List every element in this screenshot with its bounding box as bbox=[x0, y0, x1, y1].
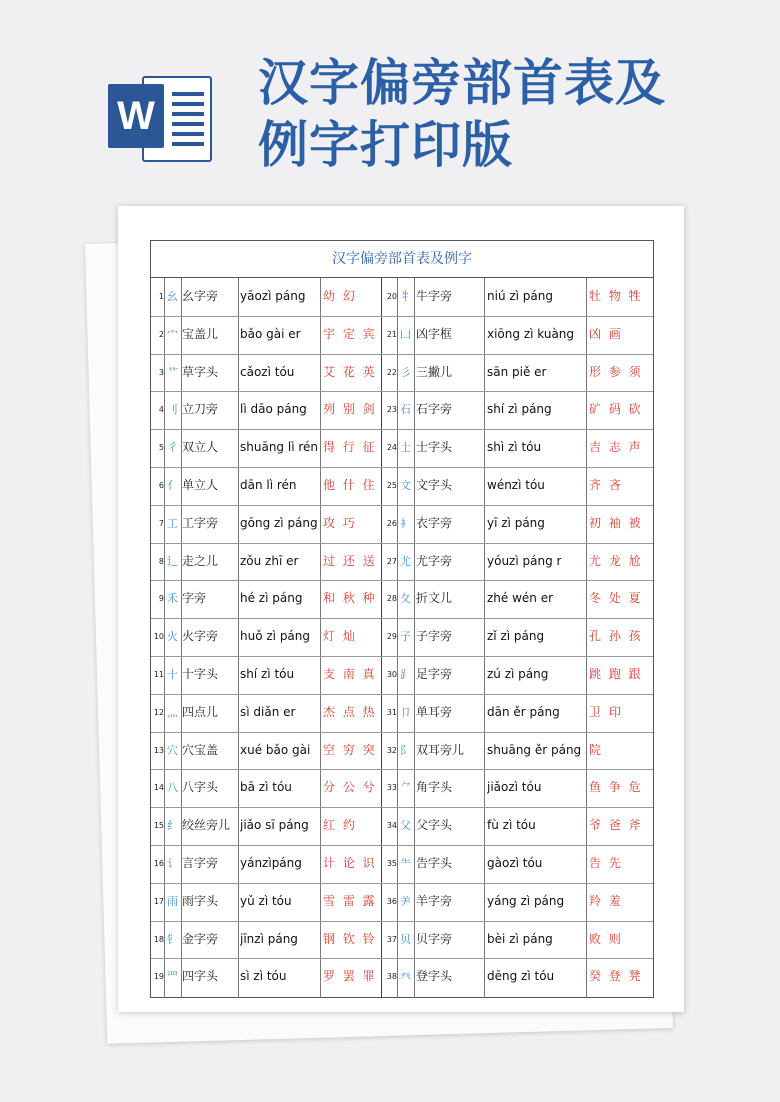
table-row bbox=[151, 845, 653, 884]
radical-name: 字旁 bbox=[182, 591, 207, 606]
radical-symbol: 文 bbox=[400, 479, 411, 492]
radical-pinyin: dēng zì tóu bbox=[487, 969, 555, 984]
radical-pinyin: xiōng zì kuàng bbox=[487, 326, 575, 341]
example-characters: 和 秋 种 bbox=[323, 591, 377, 606]
radical-pinyin: sì zì tóu bbox=[240, 969, 287, 984]
radical-pinyin: gàozì tóu bbox=[487, 856, 543, 870]
row-number: 6 bbox=[158, 481, 164, 490]
example-characters: 列 别 剑 bbox=[323, 402, 377, 417]
radical-symbol: ⻊ bbox=[400, 668, 411, 681]
example-characters: 攻 巧 bbox=[323, 515, 357, 530]
headline-line-2: 例字打印版 bbox=[258, 115, 513, 174]
row-number: 38 bbox=[386, 972, 397, 982]
row-number: 31 bbox=[386, 707, 397, 717]
row-number: 36 bbox=[386, 896, 397, 906]
row-number: 30 bbox=[386, 670, 397, 679]
table-row bbox=[151, 694, 653, 733]
radical-symbol: 幺 bbox=[167, 290, 178, 303]
radical-symbol: 父 bbox=[400, 819, 411, 833]
example-characters: 吉 志 声 bbox=[589, 440, 643, 455]
example-characters: 过 还 送 bbox=[323, 553, 377, 568]
row-number: 20 bbox=[386, 292, 397, 301]
radical-name: 四字头 bbox=[182, 969, 219, 984]
radical-name: 金字旁 bbox=[182, 931, 219, 946]
radical-pinyin: jiǎozì tóu bbox=[487, 780, 542, 795]
radical-pinyin: wénzì tóu bbox=[487, 478, 545, 492]
headline-line-1: 汉字偏旁部首表及 bbox=[258, 53, 666, 112]
radical-symbol: ⺈ bbox=[400, 781, 411, 795]
row-number: 25 bbox=[386, 481, 397, 490]
page-headline bbox=[258, 52, 758, 176]
radical-symbol: 讠 bbox=[167, 857, 178, 870]
radical-symbol: ⺶ bbox=[400, 894, 411, 908]
table-title: 汉字偏旁部首表及例字 bbox=[151, 241, 653, 278]
radical-name: 立刀旁 bbox=[182, 402, 219, 417]
radical-pinyin: shì zì tóu bbox=[487, 440, 542, 455]
radical-symbol: 彳 bbox=[167, 441, 178, 455]
radical-symbol: 禾 bbox=[167, 592, 178, 606]
example-characters: 牡 物 牲 bbox=[589, 289, 643, 303]
radical-name: 单立人 bbox=[182, 478, 219, 492]
radical-symbol: 火 bbox=[167, 630, 178, 644]
radical-name: 宝盖儿 bbox=[182, 326, 219, 341]
radical-symbol: 衤 bbox=[400, 516, 411, 530]
radical-pinyin: niú zì páng bbox=[487, 289, 553, 303]
table-row bbox=[151, 807, 653, 846]
row-number: 9 bbox=[158, 594, 164, 604]
radical-symbol: 癶 bbox=[400, 970, 411, 984]
table-row bbox=[151, 429, 653, 468]
radical-pinyin: yóuzì páng r bbox=[487, 553, 562, 568]
word-logo-letter: W bbox=[108, 84, 164, 148]
radical-pinyin: dān lì rén bbox=[240, 478, 297, 492]
row-number: 3 bbox=[158, 367, 164, 377]
radical-symbol: 贝 bbox=[400, 932, 411, 946]
radical-name: 登字头 bbox=[416, 969, 453, 984]
row-number: 11 bbox=[153, 670, 164, 679]
row-number: 28 bbox=[386, 594, 397, 604]
radical-symbol: 宀 bbox=[167, 327, 178, 341]
radical-name: 火字旁 bbox=[182, 629, 219, 644]
radical-name: 文字头 bbox=[416, 478, 453, 492]
row-number: 7 bbox=[158, 518, 164, 528]
radical-symbol: 石 bbox=[400, 403, 411, 417]
example-characters: 冬 处 夏 bbox=[589, 591, 643, 606]
radical-pinyin: yáng zì páng bbox=[487, 893, 565, 908]
example-characters: 凶 画 bbox=[589, 326, 623, 341]
example-characters: 红 约 bbox=[323, 818, 357, 833]
row-number: 8 bbox=[158, 556, 164, 566]
table-row bbox=[151, 316, 653, 355]
row-number: 5 bbox=[158, 443, 164, 453]
example-characters: 卫 印 bbox=[589, 704, 623, 719]
radical-pinyin: hé zì páng bbox=[240, 591, 303, 606]
radical-symbol: 夂 bbox=[400, 592, 411, 606]
table-row bbox=[151, 769, 653, 808]
radical-name: 十字头 bbox=[182, 667, 219, 681]
row-number: 15 bbox=[153, 821, 164, 831]
row-number: 29 bbox=[386, 632, 397, 642]
radical-symbol: 卩 bbox=[400, 705, 411, 719]
table-row bbox=[151, 543, 653, 582]
radical-name: 士字头 bbox=[416, 440, 453, 455]
radical-name: 单耳旁 bbox=[416, 704, 453, 719]
radical-pinyin: zǐ zì páng bbox=[487, 629, 545, 644]
radical-symbol: 十 bbox=[167, 668, 178, 681]
example-characters: 他 什 住 bbox=[323, 478, 377, 492]
table-row bbox=[151, 354, 653, 393]
row-number: 14 bbox=[153, 783, 164, 793]
radical-pinyin: huǒ zì páng bbox=[240, 629, 311, 644]
radical-name: 父字头 bbox=[416, 818, 453, 833]
radical-name: 双立人 bbox=[182, 440, 219, 455]
example-characters: 罗 罢 罪 bbox=[323, 969, 377, 984]
example-characters: 爷 爸 斧 bbox=[589, 818, 643, 833]
row-number: 13 bbox=[153, 745, 164, 755]
radical-symbol: 灬 bbox=[167, 705, 178, 719]
radical-name: 足字旁 bbox=[416, 667, 453, 681]
radical-name: 幺字旁 bbox=[182, 289, 219, 303]
radical-symbol: 艹 bbox=[167, 365, 178, 379]
example-characters: 癸 登 凳 bbox=[589, 969, 643, 984]
example-characters: 空 穷 突 bbox=[323, 742, 377, 757]
row-number: 34 bbox=[386, 821, 397, 831]
example-characters: 宇 定 宾 bbox=[323, 326, 377, 341]
table-row bbox=[151, 505, 653, 544]
radical-name: 角字头 bbox=[416, 780, 453, 795]
row-number: 10 bbox=[153, 632, 164, 642]
row-number: 12 bbox=[153, 707, 164, 717]
example-characters: 孔 孙 孩 bbox=[589, 629, 643, 644]
example-characters: 矿 码 砍 bbox=[589, 402, 643, 417]
row-number: 2 bbox=[158, 329, 164, 339]
row-number: 33 bbox=[386, 783, 397, 793]
row-number: 17 bbox=[153, 896, 164, 906]
radical-symbol: 罒 bbox=[167, 970, 178, 984]
radical-name: 三撇儿 bbox=[416, 364, 453, 379]
radical-pinyin: xué bǎo gài bbox=[240, 742, 311, 757]
row-number: 27 bbox=[386, 556, 397, 566]
row-number: 22 bbox=[386, 367, 397, 377]
radical-pinyin: bā zì tóu bbox=[240, 780, 292, 795]
row-number: 18 bbox=[153, 934, 164, 944]
table-row bbox=[151, 732, 653, 771]
radical-pinyin: sì diǎn er bbox=[240, 704, 296, 719]
example-characters: 艾 花 英 bbox=[323, 364, 377, 379]
radical-symbol: 士 bbox=[400, 441, 411, 455]
table-row bbox=[151, 580, 653, 619]
radical-pinyin: cǎozì tóu bbox=[240, 364, 295, 379]
row-number: 21 bbox=[386, 329, 397, 339]
radical-pinyin: shí zì páng bbox=[487, 402, 552, 417]
radical-pinyin: dān ěr páng bbox=[487, 704, 560, 719]
example-characters: 得 行 征 bbox=[323, 440, 377, 455]
example-characters: 鱼 争 危 bbox=[589, 780, 643, 795]
table-body bbox=[151, 278, 653, 998]
radical-name: 告字头 bbox=[416, 856, 453, 870]
table-row bbox=[151, 656, 653, 695]
radical-name: 四点儿 bbox=[182, 704, 219, 719]
radical-name: 言字旁 bbox=[182, 856, 219, 870]
radical-pinyin: zú zì páng bbox=[487, 667, 549, 681]
radical-pinyin: sān piě er bbox=[487, 364, 547, 379]
example-characters: 初 袖 被 bbox=[589, 515, 643, 530]
row-number: 24 bbox=[386, 443, 397, 453]
radical-symbol: 阝 bbox=[400, 743, 411, 757]
example-characters: 幼 幻 bbox=[323, 289, 357, 303]
radical-name: 石字旁 bbox=[416, 402, 453, 417]
radical-pinyin: yǔ zì tóu bbox=[240, 893, 292, 908]
table-row bbox=[151, 467, 653, 506]
example-characters: 分 公 兮 bbox=[323, 780, 377, 795]
radical-symbol: 子 bbox=[400, 630, 411, 644]
radical-pinyin: jīnzì páng bbox=[240, 931, 298, 946]
radical-name: 工字旁 bbox=[182, 515, 219, 530]
radical-symbol: 彡 bbox=[400, 365, 411, 379]
example-characters: 雪 雷 露 bbox=[323, 893, 377, 908]
radical-symbol: 尤 bbox=[400, 554, 411, 568]
row-number: 26 bbox=[386, 518, 397, 528]
radical-name: 八字头 bbox=[182, 780, 219, 795]
radical-pinyin: shuāng lì rén bbox=[240, 440, 318, 455]
radical-symbol: 凵 bbox=[400, 327, 411, 341]
radical-name: 双耳旁儿 bbox=[416, 742, 465, 757]
example-characters: 形 参 须 bbox=[589, 364, 643, 379]
example-characters: 钢 钦 铃 bbox=[323, 931, 377, 946]
radical-symbol: 牜 bbox=[400, 290, 411, 303]
radical-symbol: 刂 bbox=[167, 403, 178, 417]
row-number: 4 bbox=[158, 405, 164, 415]
radical-pinyin: gōng zì páng bbox=[240, 515, 318, 530]
radical-symbol: 亻 bbox=[167, 479, 178, 492]
example-characters: 支 南 真 bbox=[323, 667, 377, 681]
radical-name: 尤字旁 bbox=[416, 553, 453, 568]
word-logo-icon bbox=[108, 68, 212, 164]
radical-pinyin: lì dāo páng bbox=[240, 402, 307, 417]
table-row bbox=[151, 958, 653, 996]
example-characters: 败 则 bbox=[589, 931, 623, 946]
radical-pinyin: yī zì páng bbox=[487, 515, 545, 530]
radical-name: 牛字旁 bbox=[416, 289, 453, 303]
example-characters: 尤 龙 尬 bbox=[589, 553, 643, 568]
radical-pinyin: bèi zì páng bbox=[487, 931, 553, 946]
radical-symbol: 纟 bbox=[167, 819, 178, 833]
radical-symbol: 穴 bbox=[167, 743, 178, 757]
radical-name: 子字旁 bbox=[416, 629, 453, 644]
radical-table bbox=[150, 240, 654, 998]
radical-pinyin: shuāng ěr páng bbox=[487, 742, 582, 757]
row-number: 32 bbox=[386, 745, 397, 755]
row-number: 1 bbox=[158, 292, 164, 301]
example-characters: 跳 跑 跟 bbox=[589, 667, 643, 681]
radical-name: 贝字旁 bbox=[416, 931, 453, 946]
example-characters: 杰 点 热 bbox=[323, 704, 377, 719]
radical-name: 折文儿 bbox=[416, 591, 453, 606]
radical-pinyin: zǒu zhī er bbox=[240, 553, 299, 568]
row-number: 37 bbox=[386, 934, 397, 944]
radical-pinyin: yāozì páng bbox=[240, 289, 306, 303]
radical-name: 雨字头 bbox=[182, 893, 219, 908]
example-characters: 告 先 bbox=[589, 856, 623, 870]
radical-name: 穴宝盖 bbox=[182, 742, 219, 757]
radical-pinyin: fù zì tóu bbox=[487, 818, 536, 833]
radical-symbol: 雨 bbox=[167, 894, 178, 908]
table-row bbox=[151, 618, 653, 657]
example-characters: 灯 灿 bbox=[323, 629, 357, 644]
radical-name: 衣字旁 bbox=[416, 515, 453, 530]
radical-name: 走之儿 bbox=[182, 553, 219, 568]
radical-pinyin: jiǎo sī páng bbox=[240, 818, 309, 833]
radical-symbol: 辶 bbox=[167, 554, 178, 568]
radical-symbol: ⺧ bbox=[400, 857, 411, 870]
radical-name: 羊字旁 bbox=[416, 893, 453, 908]
radical-pinyin: shí zì tóu bbox=[240, 667, 295, 681]
radical-pinyin: zhé wén er bbox=[487, 591, 554, 606]
radical-name: 绞丝旁儿 bbox=[182, 818, 231, 833]
table-row bbox=[151, 883, 653, 922]
radical-name: 草字头 bbox=[182, 364, 219, 379]
radical-name: 凶字框 bbox=[416, 326, 453, 341]
example-characters: 院 bbox=[589, 742, 604, 757]
example-characters: 齐 吝 bbox=[589, 478, 623, 492]
example-characters: 计 论 识 bbox=[323, 856, 377, 870]
radical-pinyin: bǎo gài er bbox=[240, 326, 301, 341]
radical-pinyin: yánzìpáng bbox=[240, 856, 302, 870]
row-number: 16 bbox=[153, 859, 164, 868]
radical-symbol: 钅 bbox=[167, 932, 178, 946]
table-row bbox=[151, 278, 653, 317]
row-number: 19 bbox=[153, 972, 164, 982]
row-number: 35 bbox=[386, 859, 397, 868]
example-characters: 羚 羞 bbox=[589, 893, 623, 908]
radical-symbol: 工 bbox=[167, 516, 178, 530]
row-number: 23 bbox=[386, 405, 397, 415]
table-row bbox=[151, 391, 653, 430]
table-row bbox=[151, 921, 653, 960]
radical-symbol: 八 bbox=[167, 781, 178, 795]
